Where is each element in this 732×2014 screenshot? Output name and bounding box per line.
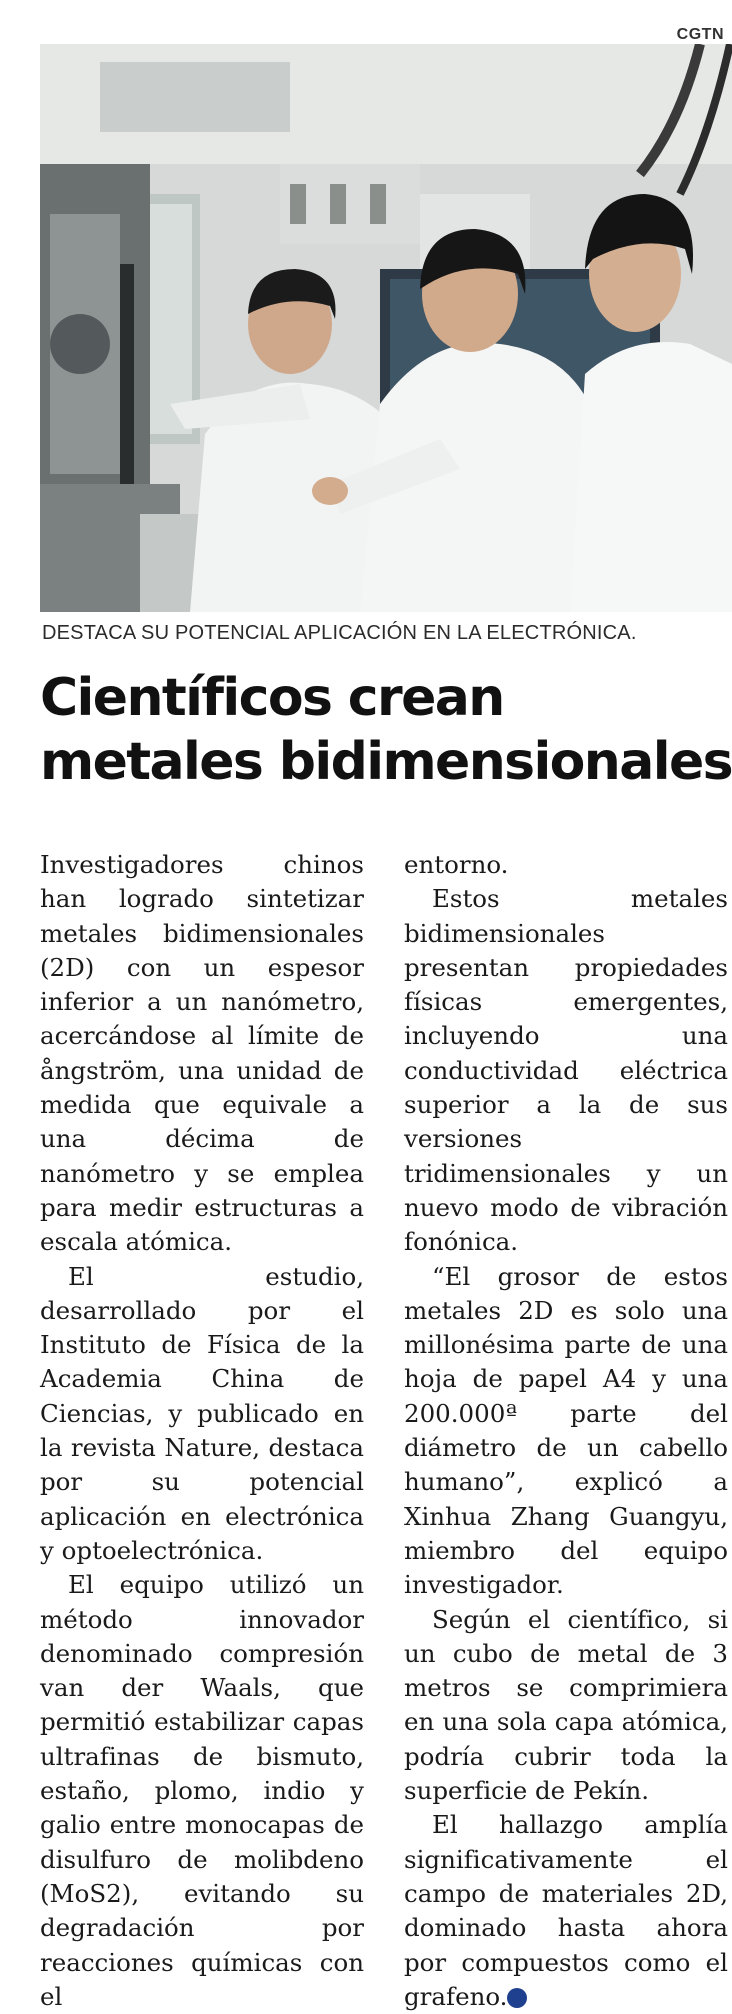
lab-scientists-image xyxy=(40,44,732,612)
paragraph-5: “El grosor de estos metales 2D es solo una millonésima parte de una hoja de papel A4 y una 200.000ª parte del diámetro de un cabello humano”, explicó a Xinhua Zhang Guangyu, miembro del equipo investigador. xyxy=(404,1261,728,1600)
paragraph-2: El estudio, desarrollado por el Instituto de Física de la Academia China de Ciencias, y publicado en la revista Nature, destaca por su potencial aplicación en electrónica y optoelectrónica. xyxy=(40,1261,364,1565)
article-photo xyxy=(40,44,732,612)
headline-line-2: metales bidimensionales xyxy=(40,732,732,792)
photo-caption: DESTACA SU POTENCIAL APLICACIÓN EN LA ELECTRÓNICA. xyxy=(42,622,637,644)
paragraph-1: Investigadores chinos han logrado sintetizar metales bidimensionales (2D) con un espesor inferior a un nanómetro, acercándose al límite de ångström, una unidad de medida que equivale a una décima de nanómetro y se emplea para medir estructuras a escala atómica. xyxy=(40,850,364,1257)
article-column-right xyxy=(404,848,728,2014)
paragraph-4: Estos metales bidimensionales presentan propiedades físicas emergentes, incluyendo una conductividad eléctrica superior a la de sus versiones tridimensionales y un nuevo modo de vibración fonónica. xyxy=(404,884,728,1257)
paragraph-7 xyxy=(404,1808,728,2014)
article-column-left xyxy=(40,848,364,2014)
paragraph-3: El equipo utilizó un método innovador denominado compresión van der Waals, que permitió estabilizar capas ultrafinas de bismuto, estaño, plomo, indio y galio entre monocapas de disulfuro de molibdeno (MoS2), evitando su degradación por reacciones químicas con el xyxy=(40,1570,364,2011)
paragraph-6: Según el científico, si un cubo de metal de 3 metros se comprimiera en una sola capa atómica, podría cubrir toda la superficie de Pekín. xyxy=(404,1604,728,1806)
paragraph-3-continued: entorno. xyxy=(404,850,509,879)
article-headline xyxy=(40,666,730,794)
headline-line-1: Científicos crean xyxy=(40,668,504,728)
photo-credit: CGTN xyxy=(676,26,724,43)
paragraph-7-text: El hallazgo amplía significativamente el campo de materiales 2D, dominado hasta ahora por compuestos como el grafeno. xyxy=(404,1810,728,2011)
end-of-article-icon: ✪ xyxy=(507,1988,527,2008)
